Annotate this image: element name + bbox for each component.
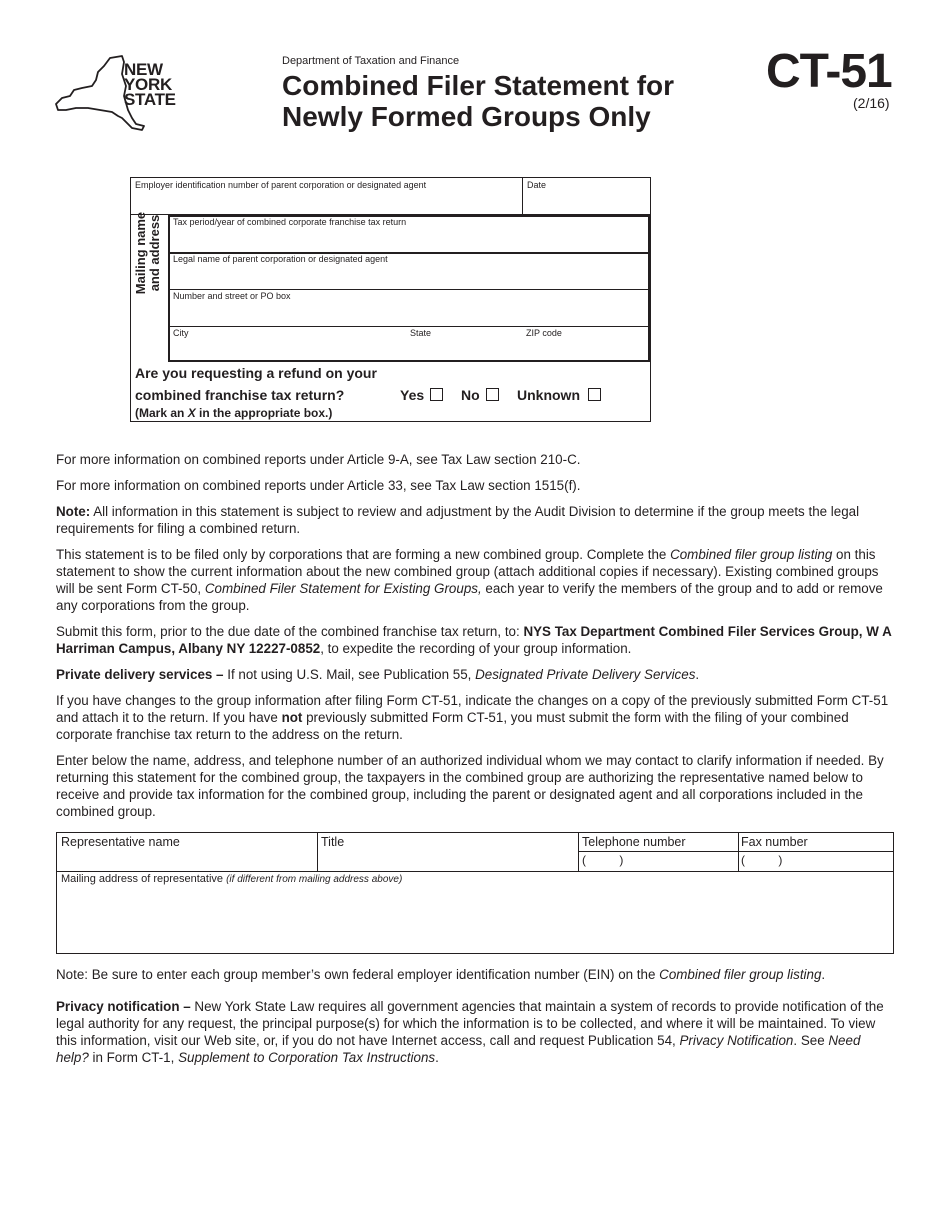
form-title-line1: Combined Filer Statement for <box>282 70 675 101</box>
rep-mailing-label <box>61 873 402 885</box>
ein-field[interactable] <box>131 178 521 214</box>
form-revision-date: (2/16) <box>853 95 890 111</box>
rep-mailing-label-text: Mailing address of representative <box>61 873 227 885</box>
refund-instruction-pre: (Mark an <box>135 406 188 420</box>
mailing-label-line1: Mailing name <box>133 211 148 295</box>
refund-no-option <box>461 387 499 403</box>
rep-mailing-address-field[interactable] <box>57 889 893 953</box>
p4-d: Combined Filer Statement for Existing Groups, <box>204 581 482 596</box>
refund-yes-option <box>400 387 443 403</box>
refund-unknown-option <box>517 387 601 403</box>
filing-instructions-paragraph <box>56 546 896 614</box>
p4-b: Combined filer group listing <box>670 547 833 562</box>
refund-question-line2: combined franchise tax return? <box>135 387 345 403</box>
privacy-d: Need help? <box>56 1033 861 1065</box>
privacy-g: . <box>435 1050 439 1065</box>
changes-paragraph <box>56 692 896 743</box>
date-label: Date <box>527 180 547 190</box>
no-checkbox[interactable] <box>486 388 499 401</box>
p5-c: , to expedite the recording of your group information. <box>320 641 632 656</box>
filer-info-section <box>130 177 651 422</box>
tax-period-field[interactable] <box>171 217 648 251</box>
private-delivery-paragraph <box>56 666 896 683</box>
p5-b: NYS Tax Department Combined Filer Services Group, W A Harriman Campus, Albany NY 12227-0852 <box>56 624 892 656</box>
form-number: CT-51 <box>766 45 892 98</box>
rep-phone-area-code: ( ) <box>582 853 624 867</box>
state-label: State <box>410 328 432 338</box>
note-c: . <box>821 967 826 982</box>
privacy-b: Privacy Notification <box>679 1033 794 1048</box>
p4-a: This statement is to be filed only by corporations that are forming a new combined group. Complete the <box>56 547 671 562</box>
state-field[interactable] <box>408 328 522 360</box>
rep-fax-field[interactable] <box>739 852 893 870</box>
yes-label: Yes <box>400 387 425 403</box>
new-york-state-logo-text <box>124 62 176 107</box>
refund-instruction-post: in the appropriate box.) <box>195 406 333 420</box>
logo-word-state: STATE <box>124 90 176 109</box>
form-title-line2: Newly Formed Groups Only <box>282 101 651 132</box>
rep-name-label: Representative name <box>61 835 180 849</box>
refund-instruction <box>135 406 332 420</box>
no-label: No <box>461 387 480 403</box>
note-text: All information in this statement is subject to review and adjustment by the Audit Division to determine if the group meets the legal requirements for filing a combined return. <box>56 504 860 536</box>
ein-note <box>56 966 896 983</box>
logo-word-york: YORK <box>124 75 172 94</box>
info-article-9a: For more information on combined reports under Article 9-A, see Tax Law section 210-C. <box>56 452 581 467</box>
p7-c: previously submitted Form CT-51, you must submit the form with the filing of your combined corporate franchise tax return to the address on the return. <box>56 710 849 742</box>
row-divider <box>168 289 650 290</box>
privacy-bold: Privacy notification – <box>56 999 191 1014</box>
rep-name-field[interactable] <box>57 833 316 870</box>
note-paragraph <box>56 503 896 537</box>
street-label: Number and street or PO box <box>173 291 291 301</box>
legal-name-field[interactable] <box>171 255 648 289</box>
rep-fax-area-code: ( ) <box>741 853 783 867</box>
p4-e: each year to verify the members of the group and to add or remove any corporations from the group. <box>56 581 883 613</box>
street-field[interactable] <box>171 291 648 325</box>
rep-phone-label: Telephone number <box>582 835 686 849</box>
representative-instructions-paragraph: Enter below the name, address, and telephone number of an authorized individual whom we may contact to clarify information if needed. By returning this statement for the combined group, the taxpayers in the combined group are authorizing the representative named below to receive and provide tax information for the combined group, including the parent or designated agent and all corporations included in the combined group. <box>56 753 884 819</box>
city-label: City <box>173 328 189 338</box>
note-a: Note: Be sure to enter each group member’s own federal employer identification number (EIN) on the <box>56 967 660 982</box>
ein-label: Employer identification number of parent corporation or designated agent <box>135 180 427 190</box>
form-title <box>282 70 674 132</box>
logo-word-new: NEW <box>124 60 163 79</box>
unknown-checkbox[interactable] <box>588 388 601 401</box>
p6-bold: Private delivery services – <box>56 667 224 682</box>
rep-phone-field[interactable] <box>579 852 737 870</box>
p6-a: If not using U.S. Mail, see Publication 55, <box>223 667 476 682</box>
privacy-notification <box>56 998 896 1066</box>
rep-fax-label: Fax number <box>741 835 808 849</box>
p6-b: Designated Private Delivery Services <box>475 667 696 682</box>
privacy-a: New York State Law requires all government agencies that maintain a system of records to provide notification of the legal authority for any request, the principal purpose(s) for which the information is to be collected, and where it will be maintained. To view this information, visit our Web site, or, if you do not have Internet access, call and request Publication 54, <box>56 999 884 1048</box>
yes-checkbox[interactable] <box>430 388 443 401</box>
zip-field[interactable] <box>524 328 648 360</box>
row-divider <box>168 326 650 327</box>
mailing-name-address-label <box>134 178 168 328</box>
p6-c: . <box>695 667 700 682</box>
submit-address-paragraph <box>56 623 896 657</box>
note-bold: Note: <box>56 504 91 519</box>
p7-a: If you have changes to the group information after filing Form CT-51, indicate the changes on a copy of the previously submitted Form CT-51 and attach it to the return. If you have <box>56 693 889 725</box>
city-field[interactable] <box>171 328 406 360</box>
p7-b: not <box>281 710 303 725</box>
mailing-label-line2: and address <box>147 214 162 292</box>
privacy-f: Supplement to Corporation Tax Instructions <box>178 1050 436 1065</box>
rep-title-field[interactable] <box>318 833 577 870</box>
rep-mailing-label-italic: (if different from mailing address above) <box>226 874 403 885</box>
department-name: Department of Taxation and Finance <box>282 55 460 67</box>
date-field[interactable] <box>523 178 650 214</box>
note-b: Combined filer group listing <box>659 967 822 982</box>
tax-period-label: Tax period/year of combined corporate franchise tax return <box>173 217 407 227</box>
p4-c: on this statement to show the current information about the new combined group (attach additional copies if necessary). Existing combined groups will be sent Form CT-50, <box>56 547 879 596</box>
unknown-label: Unknown <box>517 387 580 403</box>
privacy-c: . See <box>793 1033 829 1048</box>
refund-question-line1: Are you requesting a refund on your <box>135 365 377 381</box>
p5-a: Submit this form, prior to the due date of the combined franchise tax return, to: <box>56 624 524 639</box>
privacy-e: in Form CT-1, <box>88 1050 179 1065</box>
legal-name-label: Legal name of parent corporation or designated agent <box>173 254 388 264</box>
refund-instruction-x: X <box>187 406 196 420</box>
info-article-33: For more information on combined reports under Article 33, see Tax Law section 1515(f). <box>56 478 581 493</box>
rep-title-label: Title <box>321 835 345 849</box>
representative-section <box>56 832 894 954</box>
zip-label: ZIP code <box>526 328 562 338</box>
row-divider <box>57 871 894 872</box>
